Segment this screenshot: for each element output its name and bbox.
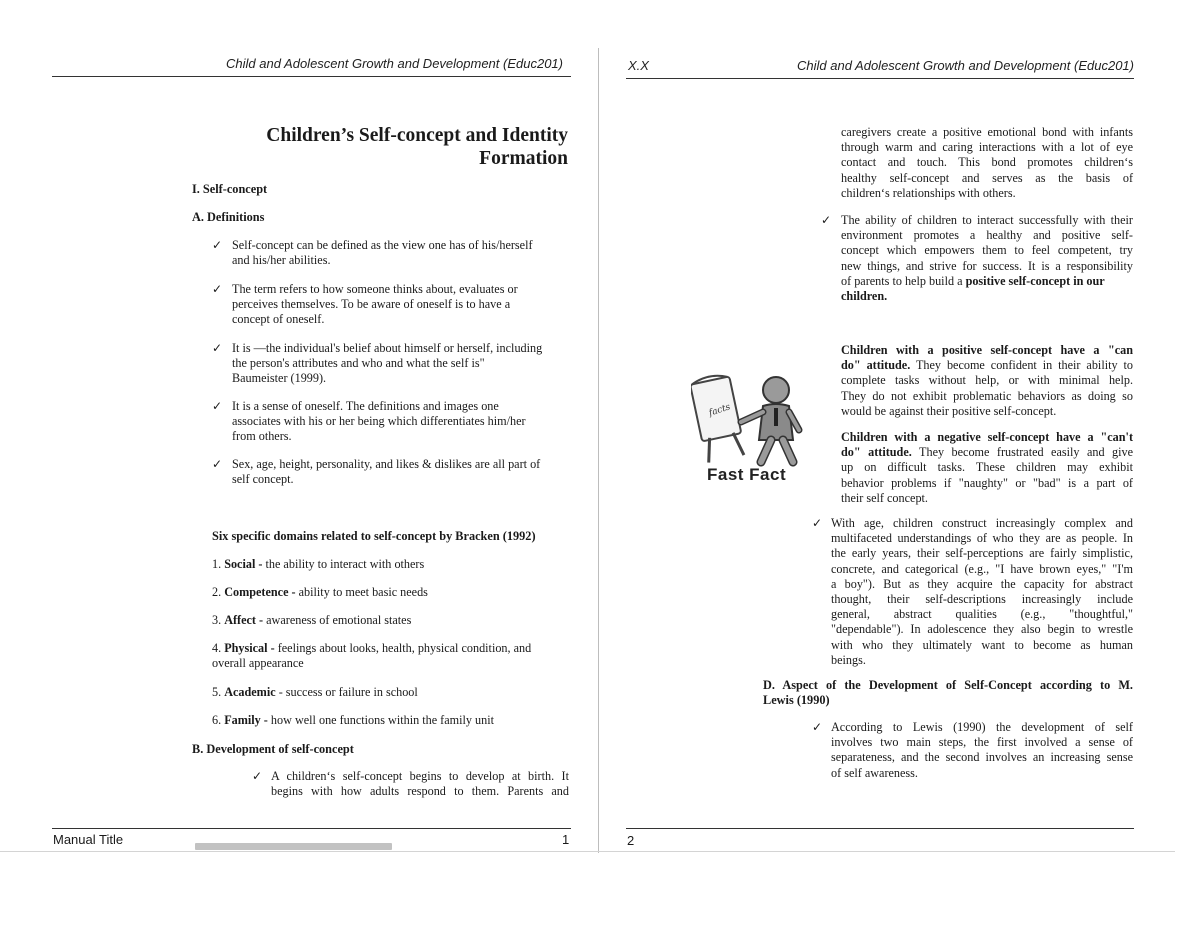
list-item: 2. Competence - ability to meet basic needs <box>212 585 428 599</box>
right-page <box>599 0 1200 927</box>
horizontal-scrollbar[interactable] <box>195 843 392 850</box>
list-item: It is a sense of oneself. The definitions and images one associates with his or her being which differentiates him/her from others. <box>232 399 526 444</box>
fast-fact-label: Fast Fact <box>707 465 787 484</box>
check-icon: ✓ <box>812 720 823 734</box>
page-number: 1 <box>562 832 570 847</box>
domains-heading: Six specific domains related to self-concept by Bracken (1992) <box>212 529 536 543</box>
document-title: Children’s Self-concept and Identity Formation <box>266 125 568 169</box>
list-item: The term refers to how someone thinks about, evaluates or perceives themselves. To be aware of oneself is to have a concept of oneself. <box>232 282 518 327</box>
left-footer-rule <box>52 828 571 829</box>
footer-manual-title: Manual Title <box>53 832 124 847</box>
negative-self-concept-paragraph: Children with a negative self-concept have a "can't do" attitude. They become frustrated easily and give up on difficult tasks. These children may exhibit behavior problems if "naughty" or "bad" is a part of their self concept. <box>841 430 1134 505</box>
list-item: 5. Academic - success or failure in school <box>212 685 418 699</box>
left-header-rule <box>52 76 571 77</box>
subsection-heading-development: B. Development of self-concept <box>192 742 354 756</box>
check-icon: ✓ <box>212 238 223 252</box>
list-item: 4. Physical - feelings about looks, health, physical condition, and overall appearance <box>212 641 532 671</box>
check-icon: ✓ <box>212 341 223 355</box>
check-icon: ✓ <box>252 769 263 783</box>
svg-text:facts: facts <box>707 402 732 419</box>
section-heading-self-concept: I. Self-concept <box>192 182 268 196</box>
right-page-header: Child and Adolescent Growth and Development (Educ201) <box>797 58 1134 73</box>
left-page-header: Child and Adolescent Growth and Development (Educ201) <box>226 56 563 71</box>
subsection-heading-lewis: D. Aspect of the Development of Self-Concept according to M. Lewis (1990) <box>763 678 1133 707</box>
check-icon: ✓ <box>212 282 223 296</box>
list-item: The ability of children to interact successfully with their environment promotes a healthy and positive self- concept which empowers them to feel competent, try new things, and strive for success. It is a responsibility of parents to help build a positive self-concept in our children. <box>841 213 1133 304</box>
right-header-rule <box>626 78 1134 79</box>
positive-self-concept-paragraph: Children with a positive self-concept have a "can do" attitude. They become confident in their ability to complete tasks without help, or with minimal help. They do not exhibit problematic behaviors as doing so would be against their positive self-concept. <box>841 343 1133 418</box>
list-item: Sex, age, height, personality, and likes & dislikes are all part of self concept. <box>232 457 541 487</box>
list-item: According to Lewis (1990) the development of self involves two main steps, the first involved a sense of separateness, and the second involves an increasing sense of self awareness. <box>831 720 1133 780</box>
list-item: With age, children construct increasingly complex and multifaceted understandings of who they are as people. In the early years, their self-perceptions are fairly simplistic, concrete, and categorical (e.g., "I have brown eyes," "I'm a boy"). But as they acquire the capacity for abstract thought, their self-descriptions increasingly include general, abstract qualities (e.g., "thoughtful," "dependable"). In adolescence they also begin to wrestle with who they ultimately want to become as human beings. <box>831 516 1133 667</box>
check-icon: ✓ <box>212 399 223 413</box>
left-page <box>0 0 598 927</box>
check-icon: ✓ <box>812 516 823 530</box>
check-icon: ✓ <box>821 213 832 227</box>
list-item: 3. Affect - awareness of emotional states <box>212 613 412 627</box>
subsection-heading-definitions: A. Definitions <box>192 210 265 224</box>
continued-paragraph: caregivers create a positive emotional bond with infants through warm and caring interactions with a lot of eye contact and touch. This bond promotes children‘s healthy self-concept and serves as the basis of children‘s relationships with others. <box>841 125 1133 200</box>
list-item: It is —the individual's belief about himself or herself, including the person's attributes and who and what the self is" Baumeister (1999). <box>232 341 543 386</box>
list-item: Self-concept can be defined as the view one has of his/herself and his/her abilities. <box>232 238 533 268</box>
section-number: X.X <box>628 58 649 73</box>
page-number: 2 <box>627 833 635 848</box>
right-footer-rule <box>626 828 1134 829</box>
check-icon: ✓ <box>212 457 223 471</box>
list-item: A children‘s self-concept begins to develop at birth. It begins with how adults respond to them. Parents and <box>271 769 569 799</box>
list-item: 1. Social - the ability to interact with others <box>212 557 425 571</box>
list-item: 6. Family - how well one functions within the family unit <box>212 713 494 727</box>
